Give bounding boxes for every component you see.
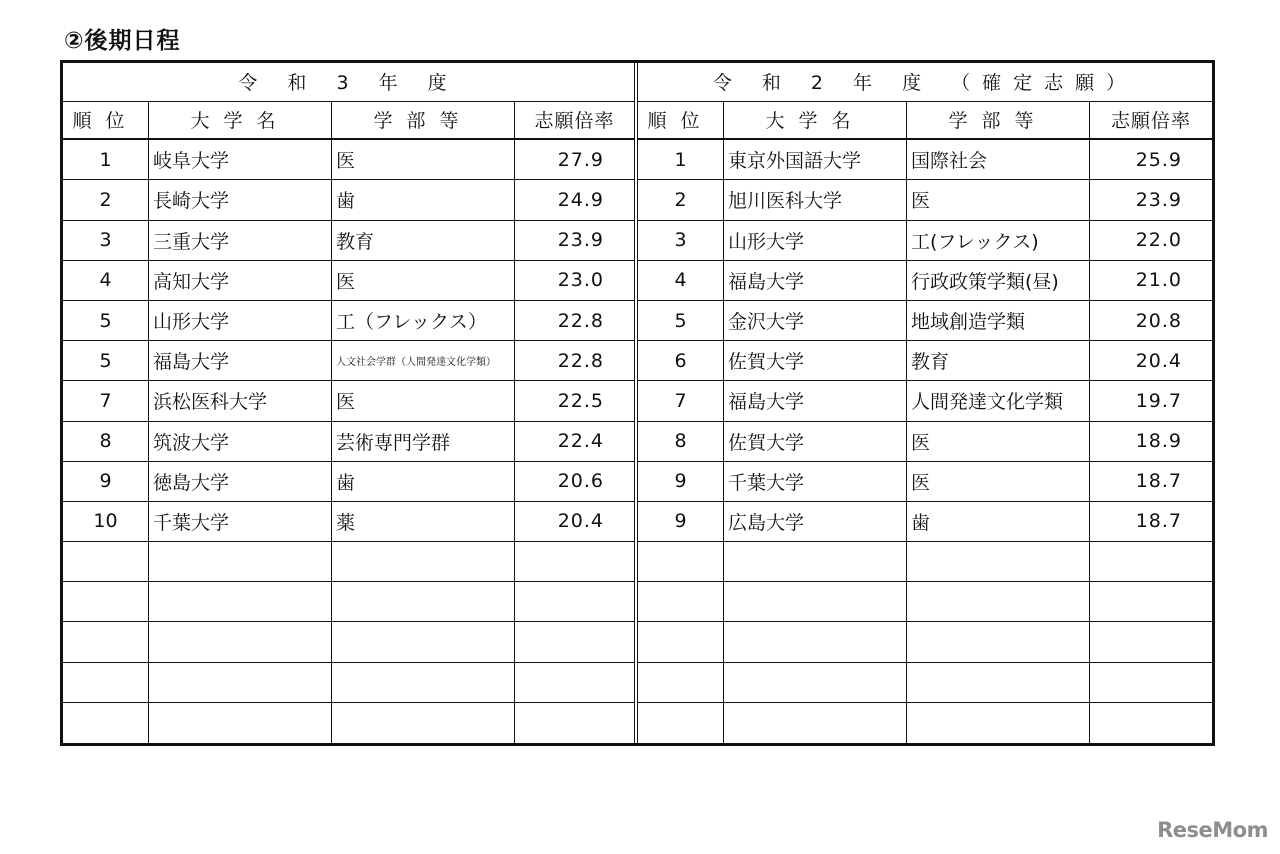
university-cell: [149, 663, 332, 702]
table-row: [638, 462, 1212, 502]
table-row: [63, 542, 634, 582]
faculty-cell: 医: [907, 422, 1090, 461]
faculty-cell: 歯: [332, 462, 515, 501]
table-row: [63, 381, 634, 421]
rank-cell: 5: [63, 301, 149, 340]
ratio-cell: 20.4: [1135, 349, 1182, 372]
ratio-cell: [515, 703, 634, 743]
ratio-cell: 20.4: [557, 510, 604, 533]
university-cell: [149, 622, 332, 661]
university-cell: 金沢大学: [724, 301, 907, 340]
table-row: [638, 622, 1212, 662]
table-row: [638, 381, 1212, 421]
faculty-cell: 国際社会: [907, 140, 1090, 179]
header-row: [638, 102, 1212, 141]
ratio-cell: [1090, 582, 1212, 621]
header-row: [63, 102, 634, 141]
table-caption: 令 和 3 年 度: [63, 63, 634, 102]
section-title: ②後期日程: [64, 28, 181, 54]
university-cell: 東京外国語大学: [724, 140, 907, 179]
university-cell: 佐賀大学: [724, 341, 907, 380]
ratio-cell: 21.0: [1135, 269, 1182, 292]
table-row: [638, 663, 1212, 703]
faculty-cell: [907, 622, 1090, 661]
ratio-cell: 22.5: [557, 389, 604, 412]
ratio-cell: 22.0: [1135, 229, 1182, 252]
faculty-cell: 医: [332, 261, 515, 300]
rank-cell: [638, 622, 724, 661]
table-row: [63, 261, 634, 301]
university-cell: 高知大学: [149, 261, 332, 300]
university-cell: [724, 622, 907, 661]
faculty-cell: [332, 622, 515, 661]
university-cell: 福島大学: [724, 261, 907, 300]
ratio-cell: 25.9: [1135, 148, 1182, 171]
table-row: [638, 221, 1212, 261]
rank-cell: [63, 663, 149, 702]
faculty-cell: [907, 663, 1090, 702]
header-rank: 順位: [638, 102, 724, 139]
university-cell: 佐賀大学: [724, 422, 907, 461]
ratio-cell: 18.7: [1135, 510, 1182, 533]
ratio-cell: 18.9: [1135, 430, 1182, 453]
table-row: [638, 301, 1212, 341]
faculty-cell: 工(フレックス): [907, 221, 1090, 260]
faculty-cell: 工（フレックス）: [332, 301, 515, 340]
table-reiwa-3: [63, 63, 638, 743]
university-cell: [149, 582, 332, 621]
rank-cell: 4: [63, 261, 149, 300]
university-cell: 浜松医科大学: [149, 381, 332, 420]
faculty-cell: [907, 542, 1090, 581]
university-cell: [724, 703, 907, 743]
ratio-cell: 24.9: [557, 188, 604, 211]
ratio-cell: 19.7: [1135, 389, 1182, 412]
rank-cell: [63, 622, 149, 661]
ratio-cell: [515, 542, 634, 581]
university-cell: 長崎大学: [149, 180, 332, 219]
header-faculty: 学部等: [332, 102, 515, 139]
table-row: [63, 140, 634, 180]
ratio-cell: 18.7: [1135, 470, 1182, 493]
table-body: [638, 140, 1212, 743]
rank-cell: [63, 542, 149, 581]
rank-cell: 9: [638, 502, 724, 541]
ratio-cell: [1090, 663, 1212, 702]
rank-cell: 1: [638, 140, 724, 179]
rank-cell: 5: [638, 301, 724, 340]
rank-cell: [63, 582, 149, 621]
university-cell: [724, 582, 907, 621]
header-ratio: 志願倍率: [534, 110, 615, 133]
table-row: [638, 140, 1212, 180]
table-row: [638, 542, 1212, 582]
university-cell: 徳島大学: [149, 462, 332, 501]
faculty-cell: [332, 663, 515, 702]
ratio-cell: 23.0: [557, 269, 604, 292]
ratio-cell: [1090, 622, 1212, 661]
ratio-cell: [1090, 542, 1212, 581]
university-cell: 千葉大学: [724, 462, 907, 501]
header-faculty: 学部等: [907, 102, 1090, 139]
rank-cell: 8: [63, 422, 149, 461]
ratio-cell: 23.9: [1135, 188, 1182, 211]
table-row: [638, 261, 1212, 301]
table-row: [63, 221, 634, 261]
ratio-cell: 22.4: [557, 430, 604, 453]
rank-cell: 6: [638, 341, 724, 380]
ratio-cell: 22.8: [557, 309, 604, 332]
rank-cell: [63, 703, 149, 743]
university-cell: 三重大学: [149, 221, 332, 260]
university-cell: 広島大学: [724, 502, 907, 541]
ratio-cell: 20.8: [1135, 309, 1182, 332]
ratio-cell: [515, 622, 634, 661]
rank-cell: 10: [63, 502, 149, 541]
rank-cell: 5: [63, 341, 149, 380]
university-cell: 福島大学: [724, 381, 907, 420]
table-reiwa-2: [638, 63, 1212, 743]
rank-cell: 8: [638, 422, 724, 461]
university-cell: 岐阜大学: [149, 140, 332, 179]
faculty-cell: [907, 703, 1090, 743]
rank-cell: 3: [63, 221, 149, 260]
resemom-logo: ReseMom: [1157, 818, 1268, 842]
table-row: [63, 622, 634, 662]
university-cell: [149, 703, 332, 743]
faculty-cell: 人文社会学群（人間発達文化学類）: [332, 341, 515, 380]
university-cell: [724, 542, 907, 581]
faculty-cell: 歯: [332, 180, 515, 219]
table-row: [63, 422, 634, 462]
ranking-tables: [60, 60, 1215, 746]
ratio-cell: 22.8: [557, 349, 604, 372]
rank-cell: 1: [63, 140, 149, 179]
table-row: [63, 341, 634, 381]
university-cell: 筑波大学: [149, 422, 332, 461]
header-rank: 順位: [63, 102, 149, 139]
faculty-cell: 芸術専門学群: [332, 422, 515, 461]
table-row: [63, 180, 634, 220]
faculty-cell: [907, 582, 1090, 621]
table-row: [638, 502, 1212, 542]
ratio-cell: [1090, 703, 1212, 743]
table-row: [63, 582, 634, 622]
ratio-cell: 23.9: [557, 229, 604, 252]
university-cell: 千葉大学: [149, 502, 332, 541]
table-row: [638, 341, 1212, 381]
faculty-cell: [332, 542, 515, 581]
rank-cell: [638, 582, 724, 621]
faculty-cell: 行政政策学類(昼): [907, 261, 1090, 300]
faculty-cell: 地域創造学類: [907, 301, 1090, 340]
faculty-cell: 教育: [332, 221, 515, 260]
rank-cell: 2: [638, 180, 724, 219]
rank-cell: 7: [638, 381, 724, 420]
ratio-cell: [515, 582, 634, 621]
table-row: [63, 663, 634, 703]
faculty-cell: 人間発達文化学類: [907, 381, 1090, 420]
rank-cell: 9: [638, 462, 724, 501]
table-caption: 令 和 2 年 度 （確定志願）: [638, 63, 1212, 102]
faculty-cell: 歯: [907, 502, 1090, 541]
rank-cell: 3: [638, 221, 724, 260]
ratio-cell: 27.9: [557, 148, 604, 171]
table-row: [63, 502, 634, 542]
university-cell: 旭川医科大学: [724, 180, 907, 219]
table-row: [63, 462, 634, 502]
faculty-cell: 医: [332, 381, 515, 420]
rank-cell: [638, 703, 724, 743]
faculty-cell: [332, 703, 515, 743]
table-row: [63, 703, 634, 743]
rank-cell: [638, 663, 724, 702]
rank-cell: 7: [63, 381, 149, 420]
rank-cell: [638, 542, 724, 581]
header-university: 大学名: [724, 102, 907, 139]
university-cell: [724, 663, 907, 702]
faculty-cell: 医: [907, 180, 1090, 219]
table-row: [638, 422, 1212, 462]
faculty-cell: 教育: [907, 341, 1090, 380]
table-row: [63, 301, 634, 341]
ratio-cell: [515, 663, 634, 702]
faculty-cell: 医: [907, 462, 1090, 501]
university-cell: 福島大学: [149, 341, 332, 380]
university-cell: [149, 542, 332, 581]
university-cell: 山形大学: [149, 301, 332, 340]
header-university: 大学名: [149, 102, 332, 139]
rank-cell: 4: [638, 261, 724, 300]
faculty-cell: 薬: [332, 502, 515, 541]
faculty-cell: [332, 582, 515, 621]
rank-cell: 9: [63, 462, 149, 501]
university-cell: 山形大学: [724, 221, 907, 260]
rank-cell: 2: [63, 180, 149, 219]
header-ratio: 志願倍率: [1110, 110, 1191, 133]
table-row: [638, 180, 1212, 220]
ratio-cell: 20.6: [557, 470, 604, 493]
table-row: [638, 703, 1212, 743]
faculty-cell: 医: [332, 140, 515, 179]
table-row: [638, 582, 1212, 622]
table-body: [63, 140, 634, 743]
